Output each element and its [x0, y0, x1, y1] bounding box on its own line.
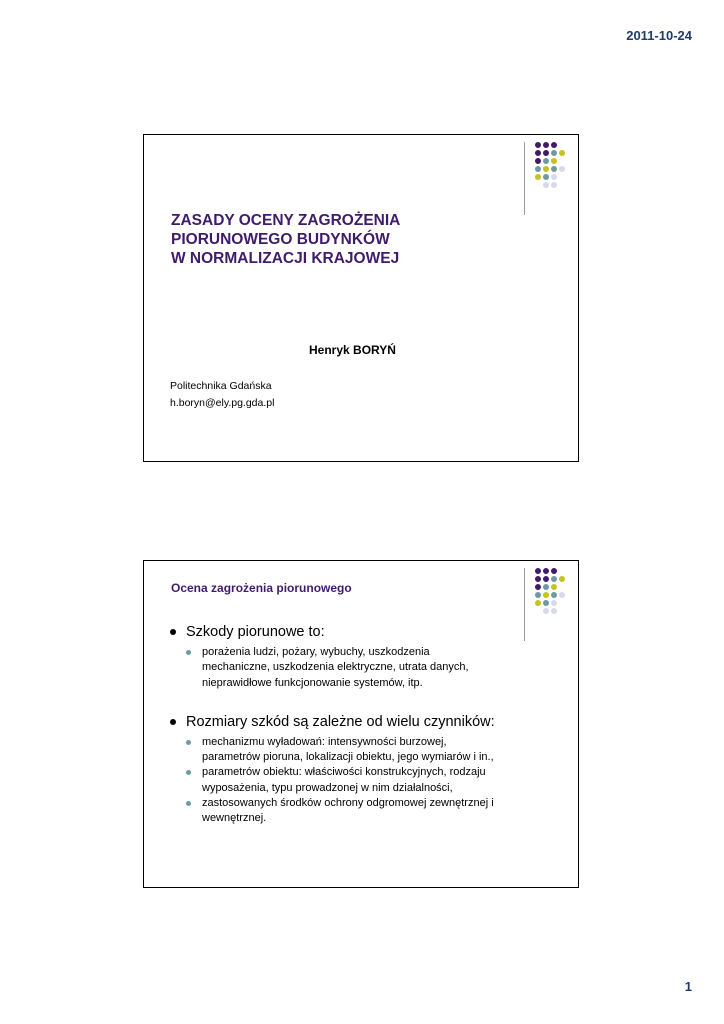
- decorative-dot: [535, 158, 541, 164]
- content-slide: [143, 560, 579, 888]
- sub-bullet-line: wewnętrznej.: [202, 812, 267, 825]
- decorative-dot: [551, 142, 557, 148]
- decorative-dot: [543, 584, 549, 590]
- decorative-dot: [535, 174, 541, 180]
- decorative-dot: [543, 576, 549, 582]
- decorative-dot: [551, 592, 557, 598]
- decorative-dot: [543, 182, 549, 188]
- title-line: PIORUNOWEGO BUDYNKÓW: [171, 231, 390, 248]
- decorative-dot: [535, 600, 541, 606]
- affiliation-block: [170, 378, 274, 412]
- author-email: h.boryn@ely.pg.gda.pl: [170, 397, 275, 409]
- title-line: ZASADY OCENY ZAGROŻENIA: [171, 212, 401, 229]
- decorative-dot: [535, 166, 541, 172]
- decorative-dot: [543, 150, 549, 156]
- decorative-dot: [543, 608, 549, 614]
- decorative-dot: [535, 592, 541, 598]
- decorative-dot: [535, 576, 541, 582]
- sub-bullet-icon: [186, 740, 191, 745]
- decorative-dot: [551, 600, 557, 606]
- decorative-dot: [551, 576, 557, 582]
- decorative-dot: [551, 568, 557, 574]
- decorative-dot: [535, 584, 541, 590]
- decorative-dot: [551, 150, 557, 156]
- decorative-dot: [551, 182, 557, 188]
- sub-bullet-icon: [186, 801, 191, 806]
- decorative-dot: [559, 166, 565, 172]
- bullet-item: [170, 713, 570, 731]
- page-number: 1: [684, 979, 692, 994]
- bullet-text: Szkody piorunowe to:: [186, 624, 325, 640]
- sub-bullet-line: parametrów obiektu: właściwości konstrukcyjnych, rodzaju: [202, 766, 486, 779]
- sub-bullet-line: porażenia ludzi, pożary, wybuchy, uszkodzenia: [202, 646, 430, 658]
- decorative-dot: [543, 174, 549, 180]
- decorative-dot: [551, 584, 557, 590]
- sub-bullet-item: [170, 796, 570, 827]
- bullet-icon: [170, 629, 176, 635]
- sub-bullet-item: [170, 735, 570, 766]
- affiliation: Politechnika Gdańska: [170, 380, 272, 392]
- sub-bullet-icon: [186, 650, 191, 655]
- decorative-dot: [543, 592, 549, 598]
- decorative-dot: [543, 142, 549, 148]
- bullet-text: Rozmiary szkód są zależne od wielu czynników:: [186, 713, 495, 730]
- decorative-dot: [551, 174, 557, 180]
- decorative-dot: [551, 158, 557, 164]
- slide-title: Ocena zagrożenia piorunowego: [171, 581, 352, 595]
- decorative-dot: [559, 576, 565, 582]
- page-date: 2011-10-24: [626, 28, 692, 43]
- sub-bullet-item: [170, 645, 570, 691]
- sub-bullet-item: [170, 765, 570, 796]
- decorative-dot: [559, 150, 565, 156]
- decorative-dot: [543, 568, 549, 574]
- author-name: Henryk BORYŃ: [309, 343, 396, 357]
- decorative-dot: [543, 600, 549, 606]
- sub-bullet-line: parametrów pioruna, lokalizacji obiektu, jego wymiarów i in.,: [202, 751, 494, 764]
- title-slide: [143, 134, 579, 462]
- decorative-divider: [524, 142, 525, 215]
- title-line: W NORMALIZACJI KRAJOWEJ: [171, 250, 400, 267]
- decorative-dot: [551, 166, 557, 172]
- decorative-dot: [559, 592, 565, 598]
- bullet-icon: [170, 719, 176, 725]
- sub-bullet-line: zastosowanych środków ochrony odgromowej zewnętrznej i: [202, 797, 494, 810]
- presentation-title: [171, 211, 511, 268]
- sub-bullet-line: nieprawidłowe funkcjonowanie systemów, itp.: [202, 676, 423, 689]
- decorative-dot: [535, 568, 541, 574]
- bullet-group: [170, 713, 570, 827]
- decorative-dot: [535, 142, 541, 148]
- bullet-item: [170, 623, 570, 641]
- decorative-dot: [535, 150, 541, 156]
- bullet-group: [170, 623, 570, 691]
- slide-content: [170, 623, 570, 827]
- sub-bullet-line: mechanizmu wyładowań: intensywności burzowej,: [202, 735, 447, 748]
- sub-bullet-line: mechaniczne, uszkodzenia elektryczne, utrata danych,: [202, 661, 469, 674]
- decorative-dot: [543, 166, 549, 172]
- decorative-dot: [551, 608, 557, 614]
- sub-bullet-icon: [186, 770, 191, 775]
- sub-bullet-line: wyposażenia, typu prowadzonej w nim działalności,: [202, 781, 453, 794]
- decorative-dot: [543, 158, 549, 164]
